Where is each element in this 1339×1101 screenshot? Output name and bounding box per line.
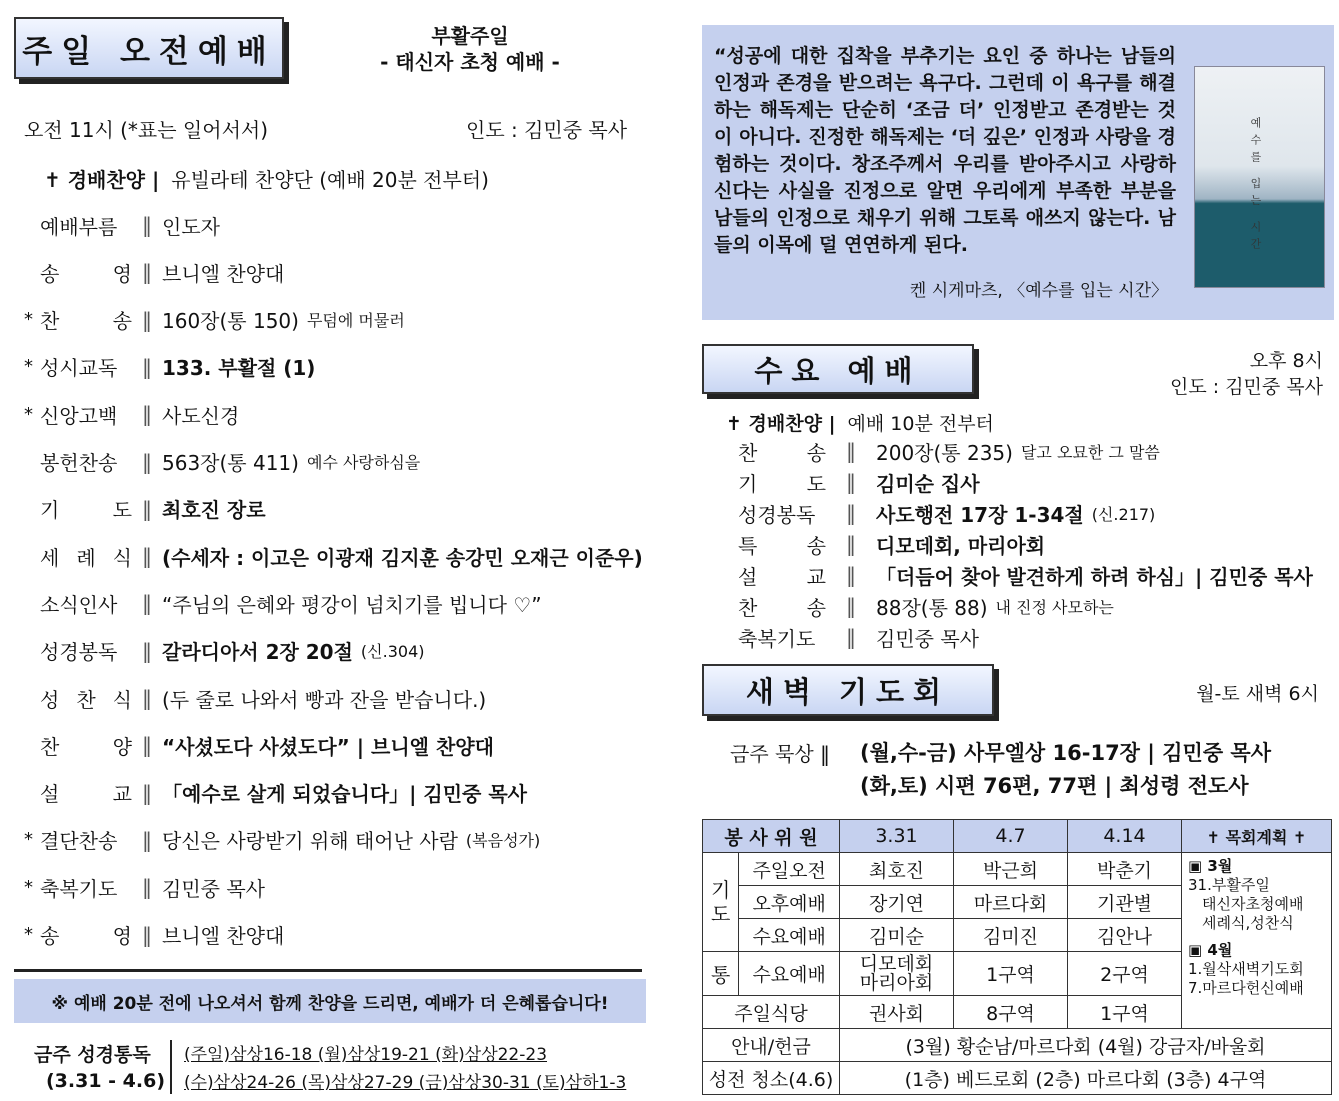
row-note: (복음성가) — [465, 831, 541, 851]
reading-line2: (수)삼상24-26 (목)삼상27-29 (금)삼상30-31 (토)삼하1-3 — [184, 1073, 627, 1093]
row-label: 성 찬 식 — [40, 687, 132, 712]
row-label: 성전 청소(4.6) — [703, 1062, 840, 1095]
row-label: 세 례 식 — [40, 545, 132, 570]
worship-row — [24, 683, 494, 713]
row-value: 갈라디아서 2장 20절 — [162, 640, 353, 665]
dawn-line1: (월,수-금) 사무엘상 16-17장 | 김민중 목사 — [860, 741, 1271, 765]
row-separator: ‖ — [142, 354, 152, 379]
plan-item: 1.월삭새벽기도회 — [1188, 960, 1304, 978]
dawn-line2: (화,토) 시편 76편, 77편 | 최성령 전도사 — [860, 774, 1249, 798]
row-separator: ‖ — [846, 439, 856, 463]
wednesday-row — [738, 529, 1053, 559]
group-comm: 통 — [703, 952, 739, 996]
row-note: 무덤에 머물러 — [306, 311, 405, 331]
morning-worship-title: 주일 오전예배 — [14, 17, 284, 79]
row-label: 결단찬송 — [40, 829, 118, 854]
worship-time: 오전 11시 (*표는 일어서서) — [24, 118, 269, 142]
wednesday-row — [738, 560, 1321, 590]
row-label: 소식인사 — [40, 592, 118, 617]
group-prayer: 기도 — [703, 853, 739, 952]
row-label: 주일오전 — [739, 853, 840, 886]
worship-row — [24, 636, 425, 666]
row-value: 88장(통 88) — [876, 595, 988, 620]
plan-item: ▣ 3월 — [1188, 857, 1233, 875]
row-value: 인도자 — [162, 214, 220, 239]
prelude-value: 유빌라테 찬양단 (예배 20분 전부터) — [171, 168, 489, 192]
row-separator: ‖ — [142, 638, 152, 663]
table-cell: 권사회 — [840, 996, 954, 1029]
date-col-2: 4.7 — [954, 820, 1068, 853]
row-value: 최호진 장로 — [162, 498, 266, 523]
row-value: “사셨도다 사셨도다” | 브니엘 찬양대 — [162, 734, 494, 759]
table-cell: (3월) 황순남/마르다회 (4월) 강금자/바울회 — [840, 1029, 1332, 1062]
wednesday-prelude-label: ✝ 경배찬양 | — [726, 413, 836, 435]
row-label: 축복기도 — [40, 876, 118, 901]
row-separator: ‖ — [142, 213, 152, 237]
row-label: 성시교독 — [40, 356, 118, 381]
table-cell: 마르다회 — [954, 886, 1068, 919]
row-separator: ‖ — [846, 501, 856, 525]
worship-row — [24, 872, 273, 902]
row-separator: ‖ — [142, 875, 152, 900]
row-value: 김민중 목사 — [162, 876, 265, 901]
date-col-1: 3.31 — [840, 820, 954, 853]
worship-row — [24, 825, 540, 855]
service-table — [702, 819, 1332, 1095]
row-label: 송 영 — [40, 924, 132, 948]
row-note: 예수 사랑하심을 — [306, 453, 421, 472]
row-label: 기 도 — [738, 471, 826, 496]
row-separator: ‖ — [142, 402, 152, 427]
worship-row — [24, 730, 502, 760]
worship-row — [24, 541, 651, 571]
worship-row — [24, 494, 274, 524]
stand-marker: * — [24, 829, 33, 851]
plan-item: 태신자초청예배 — [1202, 895, 1304, 913]
row-label: 수요예배 — [739, 952, 840, 996]
row-separator: ‖ — [142, 733, 152, 758]
row-label: 송 영 — [40, 261, 132, 286]
row-value: (두 줄로 나와서 빵과 잔을 받습니다.) — [162, 687, 487, 712]
wednesday-row — [738, 622, 987, 652]
table-cell: 8구역 — [954, 996, 1068, 1029]
row-label: 찬 송 — [40, 309, 132, 334]
stand-marker: * — [24, 403, 33, 425]
reading-label: 금주 성경통독 — [34, 1044, 151, 1066]
row-note: 내 진정 사모하는 — [995, 597, 1114, 617]
row-label: 신앙고백 — [40, 403, 118, 428]
row-label: 성경봉독 — [40, 640, 118, 665]
row-label: 설 교 — [738, 564, 826, 589]
plan-item: 세례식,성찬식 — [1202, 914, 1294, 932]
worship-row — [24, 257, 292, 287]
reading-line1: (주일)삼상16-18 (월)삼상19-21 (화)삼상22-23 — [184, 1045, 548, 1065]
row-separator: ‖ — [846, 532, 856, 556]
row-value: (수세자 : 이고은 이광재 김지훈 송강민 오재근 이준우) — [162, 545, 643, 570]
stand-marker: * — [24, 924, 33, 945]
row-label: 특 송 — [738, 533, 826, 558]
quote-text: “성공에 대한 집착을 부추기는 요인 중 하나는 남들의 인정과 존경을 받으려는 욕구다. 그런데 이 욕구를 해결하는 해독제는 단순히 ‘조금 더’ 인정받고 존경받는 것이 아니다. 진정한 해독제는 ‘더 깊은’ 인정과 사랑을 경험하는 것이다. 창조주께서 우리를 받아주시고 사랑하신다는 사실을 진정으로 알면 우리에게 부족한 부분을 남들의 인정으로 채우기 위해 그토록 애쓰지 않는다. 남들의 이목에 덜 연연하게 된다. — [714, 45, 1176, 256]
row-value: 김미순 집사 — [876, 471, 980, 496]
row-value: 「더듬어 찾아 발견하게 하려 하심」| 김민중 목사 — [876, 564, 1313, 589]
row-note: (신.304) — [360, 642, 425, 662]
dawn-time: 월-토 새벽 6시 — [1196, 683, 1319, 705]
wednesday-row — [738, 467, 988, 497]
date-col-3: 4.14 — [1068, 820, 1182, 853]
table-cell: 디모데회 마리아회 — [840, 952, 954, 996]
row-value: 160장(통 150) — [162, 309, 299, 334]
row-separator: ‖ — [142, 922, 152, 947]
row-value: 브니엘 찬양대 — [162, 261, 285, 286]
row-label: 봉헌찬송 — [40, 451, 118, 475]
stand-marker: * — [24, 309, 33, 331]
row-label: 안내/헌금 — [703, 1029, 840, 1062]
row-label: 찬 송 — [738, 440, 826, 465]
reading-dates: (3.31 - 4.6) — [46, 1070, 166, 1092]
worship-row — [24, 778, 535, 808]
row-label: 축복기도 — [738, 626, 816, 651]
wednesday-worship-title: 수요 예배 — [702, 344, 974, 394]
row-label: 찬 송 — [738, 595, 826, 620]
worship-row — [24, 305, 405, 335]
wednesday-prelude-value: 예배 10분 전부터 — [847, 413, 994, 435]
row-label: 예배부름 — [40, 214, 118, 239]
wednesday-row — [738, 436, 1160, 466]
book-cover-title: 예수를 입는 시간 — [1249, 117, 1262, 255]
row-separator: ‖ — [142, 780, 152, 805]
row-value: “주님의 은혜와 평강이 넘치기를 빕니다 ♡” — [162, 592, 542, 617]
row-value: 「예수로 살게 되었습니다」| 김민중 목사 — [162, 782, 527, 807]
subtitle-easter: 부활주일 — [431, 24, 509, 48]
plan-list — [1182, 853, 1332, 1029]
table-cell: 1구역 — [954, 952, 1068, 996]
row-separator: ‖ — [142, 260, 152, 285]
row-label: 성경봉독 — [738, 502, 816, 527]
worship-row — [24, 399, 247, 429]
book-cover-image — [1194, 66, 1325, 288]
row-value: 563장(통 411) — [162, 451, 299, 475]
row-separator: ‖ — [846, 470, 856, 494]
row-label: 설 교 — [40, 782, 132, 807]
row-separator: ‖ — [142, 591, 152, 616]
stand-marker: * — [24, 876, 33, 898]
table-header: 봉 사 위 원 — [703, 820, 840, 853]
row-value: 133. 부활절 (1) — [162, 356, 316, 381]
row-label: 오후예배 — [739, 886, 840, 919]
row-value: 사도행전 17장 1-34절 — [876, 502, 1084, 527]
row-value: 김민중 목사 — [876, 626, 979, 651]
wednesday-leader: 인도 : 김민중 목사 — [1170, 376, 1323, 398]
prelude-row — [44, 164, 489, 193]
worship-row — [24, 588, 550, 618]
row-value: 사도신경 — [162, 403, 240, 428]
row-separator: ‖ — [142, 686, 152, 710]
row-separator: ‖ — [142, 544, 152, 569]
row-separator: ‖ — [142, 449, 152, 474]
reading-bar — [170, 1040, 172, 1094]
row-separator: ‖ — [142, 307, 152, 332]
plan-item: 31.부활주일 — [1188, 876, 1270, 894]
plan-item: 7.마르다헌신예배 — [1188, 979, 1304, 997]
table-cell: (1층) 베드로회 (2층) 마르다회 (3층) 4구역 — [840, 1062, 1332, 1095]
row-note: 달고 오묘한 그 말씀 — [1020, 442, 1160, 462]
dawn-prayer-title: 새벽 기도회 — [702, 664, 994, 716]
dawn-label: 금주 묵상 ‖ — [730, 742, 830, 766]
row-label: 기 도 — [40, 498, 132, 523]
table-cell: 김미순 — [840, 919, 954, 952]
row-label: 수요예배 — [739, 919, 840, 952]
table-cell: 최호진 — [840, 853, 954, 886]
wednesday-time: 오후 8시 — [1249, 350, 1323, 372]
row-note: (신.217) — [1091, 504, 1156, 524]
worship-row — [24, 920, 292, 950]
worship-row — [24, 210, 228, 240]
plan-item: ▣ 4월 — [1188, 941, 1233, 959]
quote-box — [702, 25, 1334, 320]
table-cell: 기관별 — [1068, 886, 1182, 919]
row-separator: ‖ — [846, 625, 856, 649]
wednesday-prelude — [726, 409, 994, 436]
row-label: 주일식당 — [703, 996, 840, 1029]
table-cell: 장기연 — [840, 886, 954, 919]
table-cell: 2구역 — [1068, 952, 1182, 996]
row-label: 찬 양 — [40, 734, 132, 759]
divider — [14, 969, 642, 972]
row-value: 200장(통 235) — [876, 440, 1013, 465]
notice-banner: ※ 예배 20분 전에 나오셔서 함께 찬양을 드리면, 예배가 더 은혜롭습니다! — [14, 979, 646, 1023]
wednesday-row — [738, 591, 1114, 621]
worship-row — [24, 447, 420, 477]
row-value: 브니엘 찬양대 — [162, 924, 285, 948]
worship-leader: 인도 : 김민중 목사 — [466, 118, 628, 142]
plan-header: ✝ 목회계획 ✝ — [1182, 820, 1332, 853]
row-separator: ‖ — [142, 496, 152, 521]
table-cell: 김미진 — [954, 919, 1068, 952]
table-cell: 박춘기 — [1068, 853, 1182, 886]
row-separator: ‖ — [846, 594, 856, 618]
subtitle-invite: - 태신자 초청 예배 - — [380, 50, 560, 74]
row-value: 당신은 사랑받기 위해 태어난 사람 — [162, 829, 458, 854]
table-cell: 김안나 — [1068, 919, 1182, 952]
worship-row — [24, 352, 323, 382]
row-value: 디모데회, 마리아회 — [876, 533, 1046, 558]
row-separator: ‖ — [142, 827, 152, 852]
stand-marker: * — [24, 356, 33, 378]
row-separator: ‖ — [846, 563, 856, 587]
table-cell: 1구역 — [1068, 996, 1182, 1029]
quote-citation: 켄 시게마츠, 〈예수를 입는 시간〉 — [909, 281, 1168, 301]
prelude-label: ✝ 경배찬양 | — [44, 168, 160, 192]
wednesday-row — [738, 498, 1155, 528]
table-cell: 박근희 — [954, 853, 1068, 886]
